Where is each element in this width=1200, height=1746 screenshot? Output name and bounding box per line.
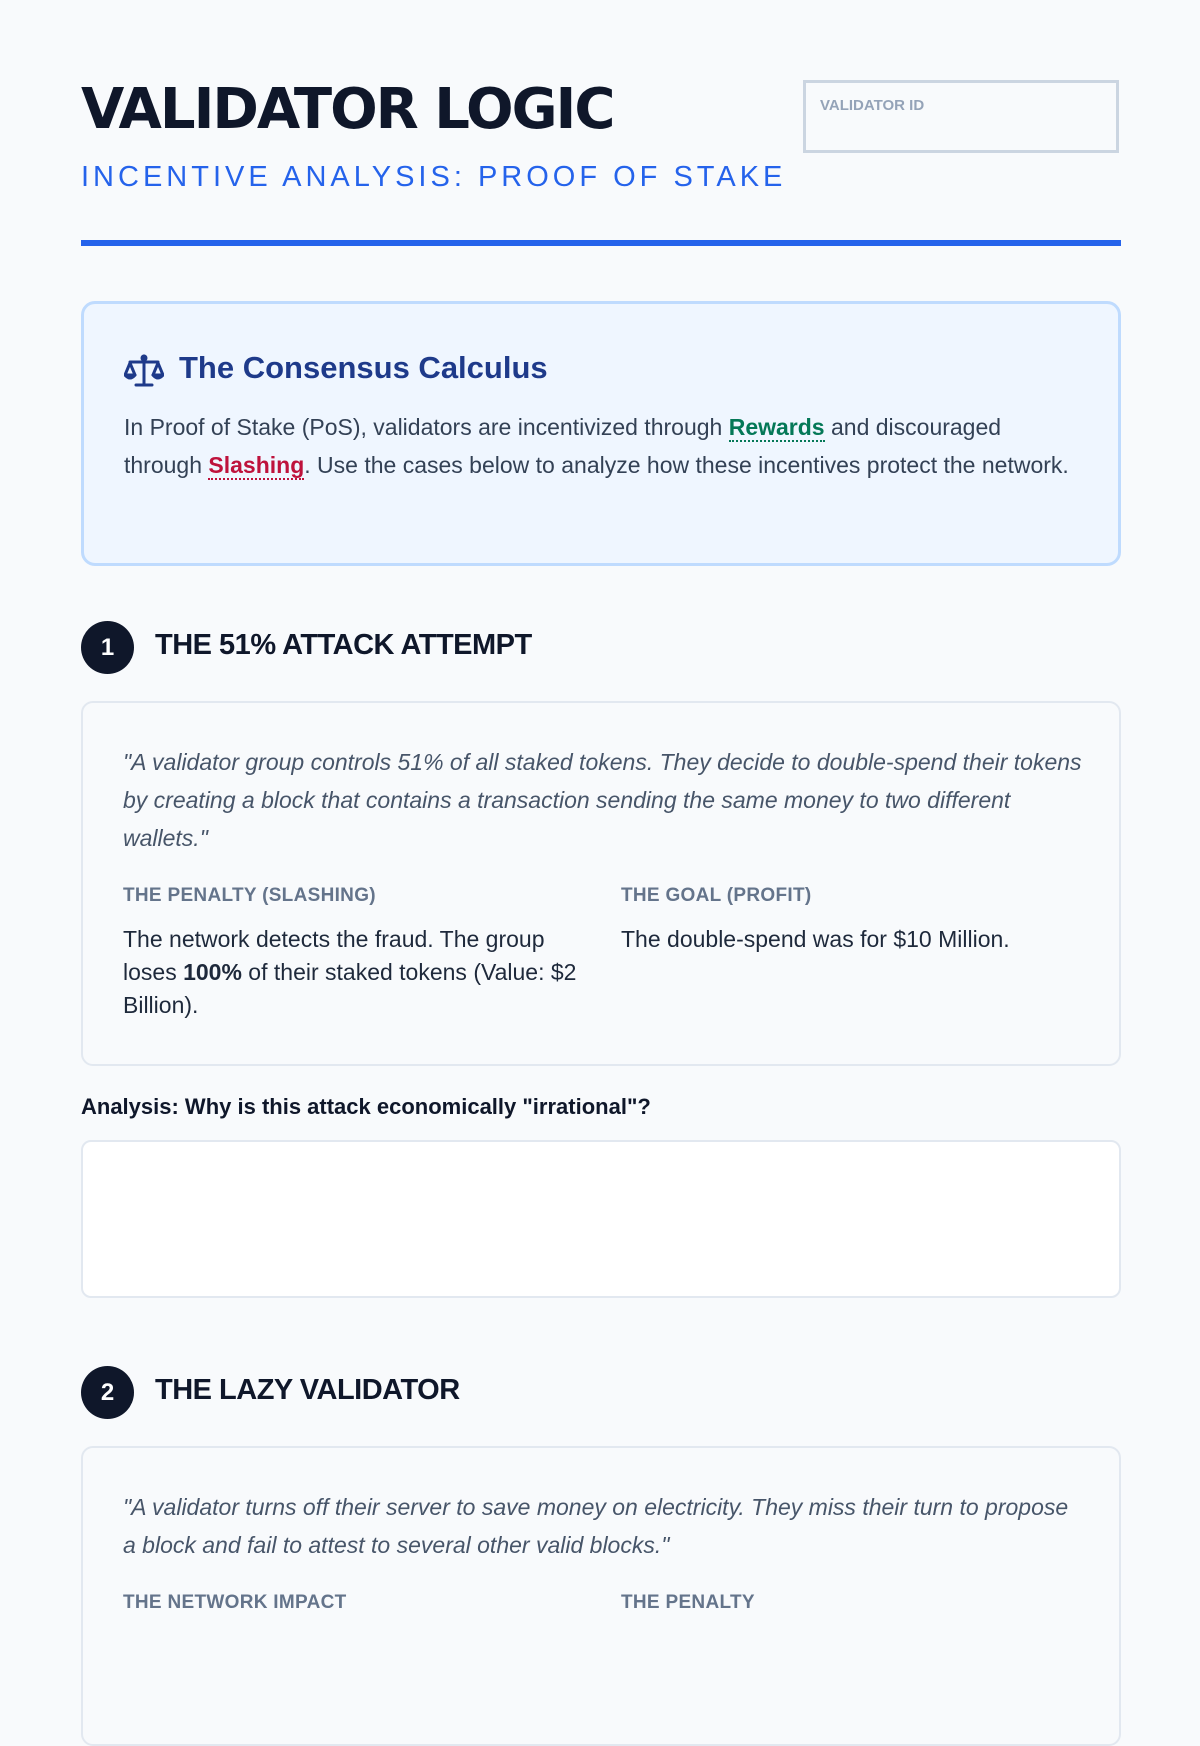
case-2-columns bbox=[123, 1592, 1083, 1732]
case-2-impact-label: THE NETWORK IMPACT bbox=[123, 1592, 347, 1613]
case-1-goal-column bbox=[621, 885, 1081, 956]
case-1-penalty-text-1: The network detects the fraud. The group loses bbox=[123, 926, 545, 985]
case-2-scenario-quote: "A validator turns off their server to save money on electricity. They miss their turn to propose a block and fail to attest to several other valid blocks." bbox=[123, 1494, 1069, 1558]
case-1-penalty-text bbox=[123, 923, 583, 1022]
case-2-impact-column bbox=[123, 1592, 583, 1614]
case-1-penalty-text-2: of their staked tokens (Value: $2 Billion). bbox=[123, 959, 577, 1018]
case-1-penalty-label: THE PENALTY (SLASHING) bbox=[123, 885, 376, 906]
case-1-penalty-percent: 100% bbox=[183, 959, 242, 985]
callout-body-text-3: . Use the cases below to analyze how these incentives protect the network. bbox=[304, 452, 1069, 478]
header-divider bbox=[81, 240, 1121, 246]
case-1-content bbox=[123, 743, 1083, 1025]
case-2-number-badge: 2 bbox=[81, 1366, 134, 1419]
case-1-penalty-column bbox=[123, 885, 583, 1022]
callout-body-text-2: and discouraged through bbox=[124, 414, 1002, 478]
header bbox=[81, 77, 1121, 250]
case-1-number-badge: 1 bbox=[81, 621, 134, 674]
callout-title: The Consensus Calculus bbox=[179, 350, 548, 385]
case-1-goal-text: The double-spend was for $10 Million. bbox=[621, 926, 1010, 952]
case-1-analysis-question: Analysis: Why is this attack economically "irrational"? bbox=[81, 1094, 651, 1119]
case-2-header bbox=[81, 1366, 981, 1420]
validator-id-label: VALIDATOR ID bbox=[820, 97, 925, 114]
case-2-penalty-column bbox=[621, 1592, 1081, 1614]
case-1-goal-label: THE GOAL (PROFIT) bbox=[621, 885, 812, 906]
case-2-penalty-label: THE PENALTY bbox=[621, 1592, 755, 1613]
page-subtitle: INCENTIVE ANALYSIS: PROOF OF STAKE bbox=[81, 161, 787, 193]
callout-body bbox=[124, 408, 1084, 484]
consensus-callout bbox=[81, 301, 1121, 566]
slashing-keyword: Slashing bbox=[208, 452, 305, 478]
case-1-title: THE 51% ATTACK ATTEMPT bbox=[155, 629, 532, 661]
page-title: VALIDATOR LOGIC bbox=[81, 77, 614, 142]
case-2-title: THE LAZY VALIDATOR bbox=[155, 1374, 460, 1406]
case-1-answer-input[interactable] bbox=[81, 1140, 1121, 1298]
validator-id-field[interactable] bbox=[803, 80, 1119, 153]
case-2-content bbox=[123, 1488, 1083, 1732]
case-1-card bbox=[81, 701, 1121, 1066]
callout-body-text-1: In Proof of Stake (PoS), validators are incentivized through bbox=[124, 414, 729, 440]
case-1-scenario-quote: "A validator group controls 51% of all staked tokens. They decide to double-spend their tokens by creating a block that contains a transaction sending the same money to two different wallets." bbox=[123, 749, 1082, 851]
scale-icon bbox=[124, 352, 164, 390]
case-2-card bbox=[81, 1446, 1121, 1746]
rewards-keyword: Rewards bbox=[728, 414, 825, 440]
case-1-columns bbox=[123, 885, 1083, 1025]
case-1-header bbox=[81, 621, 981, 675]
